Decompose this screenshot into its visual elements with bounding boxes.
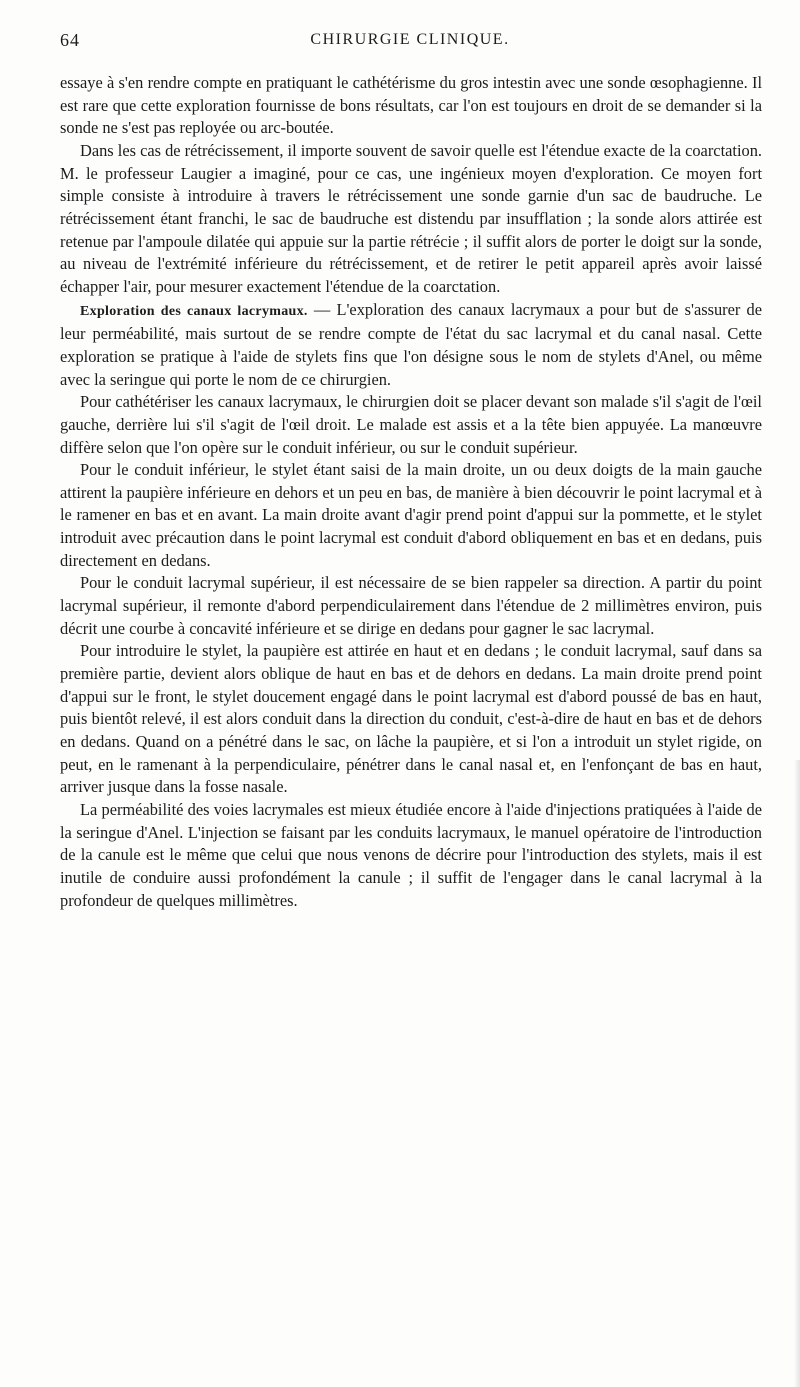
paragraph-catheterism: Pour cathétériser les canaux lacrymaux, le chirurgien doit se placer devant son malade s'il s'agit de l'œil gauche, derrière lui s'il s'agit de l'œil droit. Le malade est assis et a la tête bien appuyée. La manœuvre diffère selon que l'on opère sur le conduit inférieur, ou sur le conduit supérieur. — [60, 392, 762, 457]
paragraph-conduit-superieur: Pour le conduit lacrymal supérieur, il est nécessaire de se bien rappeler sa direction. A partir du point lacrymal supérieur, il remonte d'abord perpendiculairement dans l'étendue de 2 millimètres environ, puis décrit une courbe à concavité inférieure et se dirige en dedans pour gagner le sac lacrymal. — [60, 573, 762, 638]
heading-dash: — — [307, 299, 337, 319]
section-lacrymal-intro — [60, 299, 762, 392]
running-head: CHIRURGIE CLINIQUE. — [310, 31, 510, 48]
page-number: 64 — [60, 30, 80, 50]
page-header — [60, 30, 760, 54]
section-heading: Exploration des canaux lacrymaux. — [80, 303, 308, 319]
paragraph-stylet: Pour introduire le stylet, la paupière est attirée en haut et en dedans ; le conduit lacrymal, sauf dans sa première partie, devient alors oblique de haut en bas et de dehors en dedans. La main droite prend point d'appui sur le front, le stylet doucement engagé dans le point lacrymal est d'abord poussé de bas en haut, puis bientôt relevé, il est alors conduit dans la direction du conduit, c'est-à-dire de haut en bas et de dehors en dedans. Quand on a pénétré dans le sac, on lâche la paupière, et si l'on a introduit un stylet rigide, on peut, en le ramenant à la perpendiculaire, pénétrer dans le canal nasal et, en l'enfonçant de bas en haut, arriver jusque dans la fosse nasale. — [60, 641, 762, 797]
paragraph-conduit-inferieur: Pour le conduit inférieur, le stylet étant saisi de la main droite, un ou deux doigts de la main gauche attirent la paupière inférieure en dehors et un peu en bas, de manière à bien découvrir le point lacrymal et à le ramener en bas et en avant. La main droite avant d'agir prend point d'appui sur la pommette, et le stylet introduit avec précaution dans le point lacrymal est conduit d'abord obliquement en bas et en dedans, puis directement en dedans. — [60, 460, 762, 570]
section-paragraph-intro: L'exploration des canaux lacrymaux a pour but de s'assurer de leur perméabilité, mais surtout de se rendre compte de l'état du sac lacrymal et du canal nasal. Cette exploration se pratique à l'aide de stylets fins que l'on désigne sous le nom de stylets d'Anel, ou même avec la seringue qui porte le nom de ce chirurgien. — [60, 299, 763, 389]
paragraph-injection: La perméabilité des voies lacrymales est mieux étudiée encore à l'aide d'injections pratiquées à l'aide de la seringue d'Anel. L'injection se faisant par les conduits lacrymaux, le manuel opératoire de l'introduction de la canule est le même que celui que nous venons de décrire pour l'introduction des stylets, mais il est inutile de conduire aussi profondément la canule ; il suffit de l'engager dans le canal lacrymal à la profondeur de quelques millimètres. — [60, 800, 762, 910]
body-text — [60, 72, 762, 912]
paragraph-coarctation: Dans les cas de rétrécissement, il importe souvent de savoir quelle est l'étendue exacte de la coarctation. M. le professeur Laugier a imaginé, pour ce cas, une ingénieux moyen d'exploration. Ce moyen fort simple consiste à introduire à travers le rétrécissement une sonde garnie d'un sac de baudruche. Le rétrécissement étant franchi, le sac de baudruche est distendu par insufflation ; la sonde alors attirée est retenue par l'ampoule dilatée qui appuie sur la partie rétrécie ; il suffit alors de porter le doigt sur la sonde, au niveau de l'extrémité inférieure du rétrécissement, et de retirer le petit appareil après avoir laissé échapper l'air, pour mesurer exactement l'étendue de la coarctation. — [60, 140, 762, 296]
paragraph-continued: essaye à s'en rendre compte en pratiquant le cathétérisme du gros intestin avec une sonde œsophagienne. Il est rare que cette exploration fournisse de bons résultats, car l'on est toujours en droit de se demander si la sonde ne s'est pas reployée ou arc-boutée. — [60, 73, 762, 138]
page-edge-shadow — [794, 760, 800, 1387]
